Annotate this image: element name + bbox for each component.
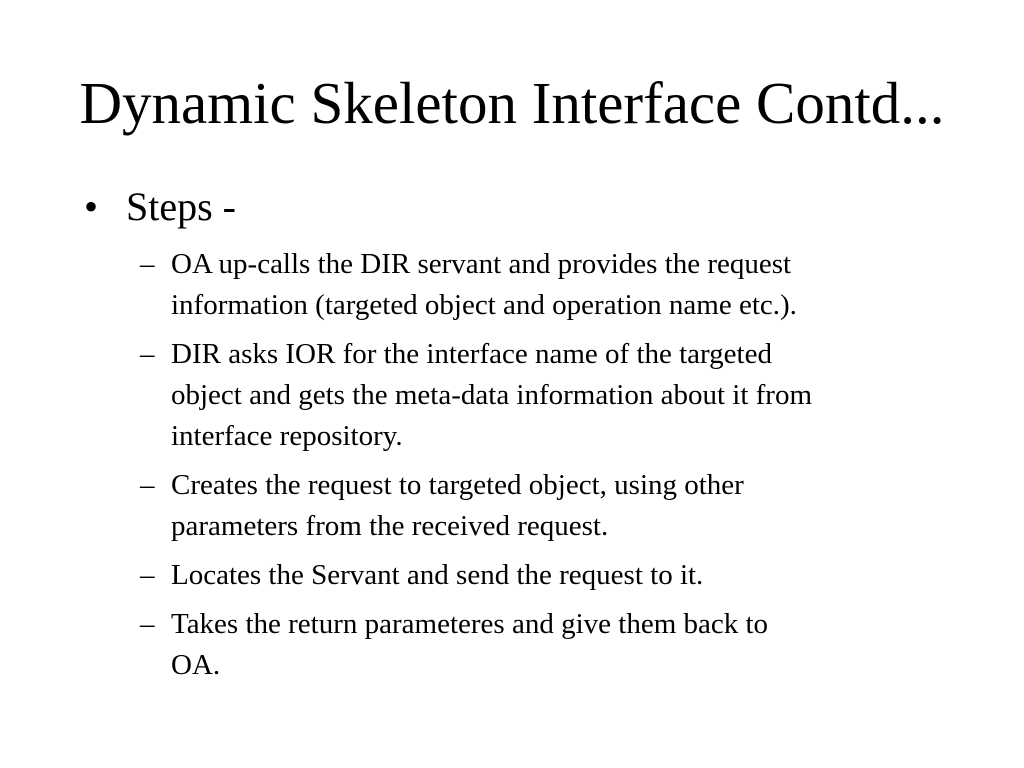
steps-list [140,244,940,694]
step-text-line: OA. [171,649,221,681]
step-text-line: OA up-calls the DIR servant and provides the request [171,248,792,280]
step-text-line: object and gets the meta-data information about it from [171,379,813,411]
slide-title: Dynamic Skeleton Interface Contd... [79,70,945,136]
step-text-line: parameters from the received request. [171,510,609,542]
step-item-5 [140,604,940,686]
step-item-1 [140,244,940,326]
step-text-line: interface repository. [171,420,403,452]
step-text-line: information (targeted object and operation name etc.). [171,289,797,321]
bullet-text: Steps - [126,184,236,229]
step-item-2 [140,334,940,457]
bullet-steps [84,183,236,231]
step-text-line: Locates the Servant and send the request to it. [171,559,704,591]
dash-icon: – [140,559,155,591]
dash-icon: – [140,248,155,280]
dash-icon: – [140,608,155,640]
step-text-line: DIR asks IOR for the interface name of the targeted [171,338,772,370]
step-text-line: Takes the return parameteres and give them back to [171,608,769,640]
dash-icon: – [140,338,155,370]
step-item-3 [140,465,940,547]
step-item-4 [140,555,940,596]
dash-icon: – [140,469,155,501]
bullet-icon: • [84,184,99,229]
step-text-line: Creates the request to targeted object, using other [171,469,744,501]
